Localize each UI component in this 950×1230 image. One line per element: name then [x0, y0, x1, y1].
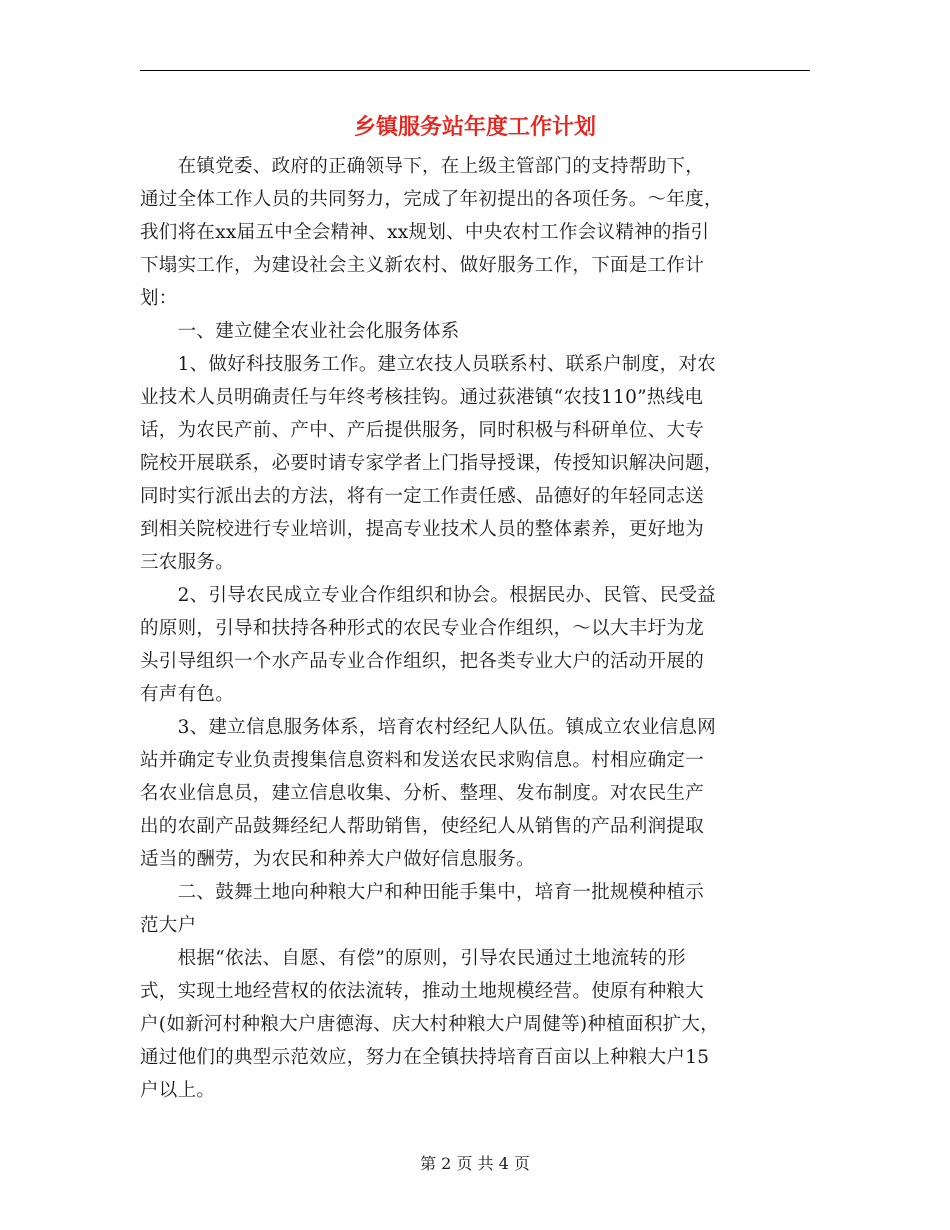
body-line: 适当的酬劳，为农民和种养大户做好信息服务。 — [140, 849, 535, 870]
body-line: 业技术人员明确责任与年终考核挂钩。通过荻港镇“农技110”热线电 — [140, 387, 704, 408]
body-line: 名农业信息员，建立信息收集、分析、整理、发布制度。对农民生产 — [140, 783, 705, 804]
body-line: 1、做好科技服务工作。建立农技人员联系村、联系户制度，对农 — [140, 354, 717, 375]
body-line: 的原则，引导和扶持各种形式的农民专业合作组织，～以大丰圩为龙 — [140, 618, 705, 639]
body-line: 下塌实工作，为建设社会主义新农村、做好服务工作，下面是工作计 — [140, 255, 705, 276]
body-line: 根据“依法、自愿、有偿”的原则，引导农民通过土地流转的形 — [140, 948, 686, 969]
body-line: 通过全体工作人员的共同努力，完成了年初提出的各项任务。～年度， — [140, 189, 723, 210]
body-line: 院校开展联系，必要时请专家学者上门指导授课，传授知识解决问题， — [140, 453, 723, 474]
section-heading: 一、建立健全农业社会化服务体系 — [140, 321, 460, 342]
body-line: 户以上。 — [140, 1080, 216, 1101]
body-line: 2、引导农民成立专业合作组织和协会。根据民办、民管、民受益 — [140, 585, 717, 606]
body-line: 在镇党委、政府的正确领导下，在上级主管部门的支持帮助下， — [140, 156, 705, 177]
section-heading: 二、鼓舞土地向种粮大户和种田能手集中，培育一批规模种植示 — [140, 882, 705, 903]
body-line: 式，实现土地经营权的依法流转，推动土地规模经营。使原有种粮大 — [140, 981, 705, 1002]
document-title: 乡镇服务站年度工作计划 — [353, 114, 596, 140]
section-heading-continued: 范大户 — [140, 915, 197, 936]
body-line: 出的农副产品鼓舞经纪人帮助销售，使经纪人从销售的产品利润提取 — [140, 816, 705, 837]
body-line: 同时实行派出去的方法，将有一定工作责任感、品德好的年轻同志送 — [140, 486, 705, 507]
header-rule — [140, 70, 810, 71]
body-line: 划： — [140, 288, 178, 309]
body-line: 通过他们的典型示范效应，努力在全镇扶持培育百亩以上种粮大户15 — [140, 1047, 710, 1068]
body-line: 话，为农民产前、产中、产后提供服务，同时积极与科研单位、大专 — [140, 420, 705, 441]
body-line: 头引导组织一个水产品专业合作组织，把各类专业大户的活动开展的 — [140, 651, 705, 672]
body-line: 3、建立信息服务体系，培育农村经纪人队伍。镇成立农业信息网 — [140, 717, 717, 738]
body-line: 站并确定专业负责搜集信息资料和发送农民求购信息。村相应确定一 — [140, 750, 705, 771]
body-line: 有声有色。 — [140, 684, 235, 705]
body-line: 我们将在xx届五中全会精神、xx规划、中央农村工作会议精神的指引 — [140, 222, 710, 243]
body-line: 三农服务。 — [140, 552, 235, 573]
body-line: 户(如新河村种粮大户唐德海、庆大村种粮大户周健等)种植面积扩大， — [140, 1014, 720, 1035]
page-number: 第 2 页 共 4 页 — [420, 1154, 530, 1173]
body-line: 到相关院校进行专业培训，提高专业技术人员的整体素养，更好地为 — [140, 519, 705, 540]
